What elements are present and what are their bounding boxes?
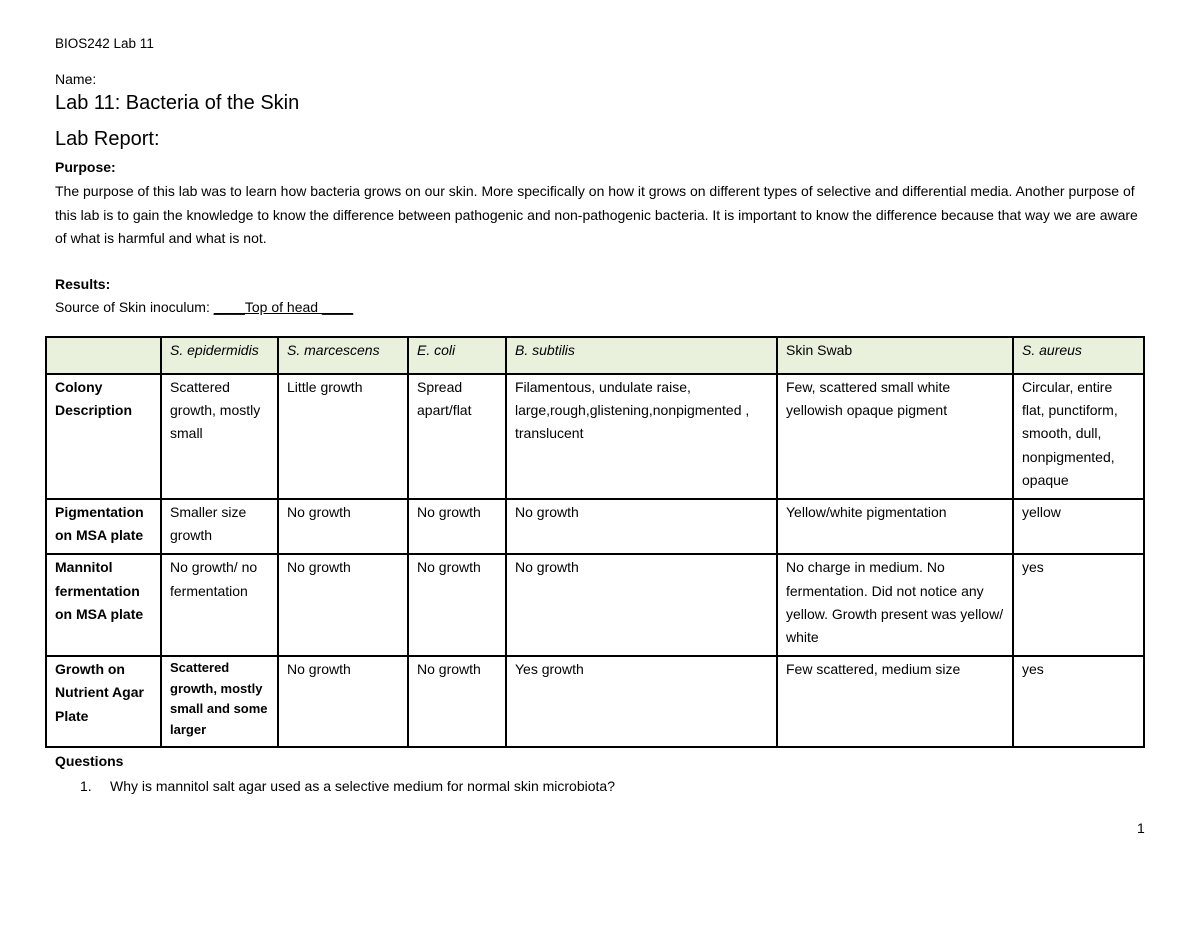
table-cell: No growth bbox=[408, 554, 506, 656]
table-cell: Little growth bbox=[278, 374, 408, 499]
table-row bbox=[46, 656, 1144, 747]
table-cell: Yes growth bbox=[506, 656, 777, 747]
table-cell: Few scattered, medium size bbox=[777, 656, 1013, 747]
name-label: Name: bbox=[55, 71, 97, 87]
table-header-row bbox=[46, 337, 1144, 374]
source-label: Source of Skin inoculum: bbox=[55, 299, 214, 315]
table-cell: No growth bbox=[408, 656, 506, 747]
question-number: 1. bbox=[80, 778, 92, 794]
table-row bbox=[46, 374, 1144, 499]
table-cell: yellow bbox=[1013, 499, 1144, 554]
table-cell: Few, scattered small white yellowish opaque pigment bbox=[777, 374, 1013, 499]
row-header-cell: Pigmentation on MSA plate bbox=[46, 499, 161, 554]
question-text: Why is mannitol salt agar used as a selective medium for normal skin microbiota? bbox=[110, 778, 615, 794]
table-cell: No growth bbox=[408, 499, 506, 554]
table-header-cell: B. subtilis bbox=[506, 337, 777, 374]
table-header-cell: S. aureus bbox=[1013, 337, 1144, 374]
page-title: Lab 11: Bacteria of the Skin bbox=[55, 92, 300, 114]
page-number: 1 bbox=[1137, 820, 1145, 836]
row-header-cell: Mannitol fermentation on MSA plate bbox=[46, 554, 161, 656]
results-table bbox=[45, 336, 1145, 748]
table-cell: No growth bbox=[506, 554, 777, 656]
table-cell: yes bbox=[1013, 554, 1144, 656]
table-cell: No growth/ no fermentation bbox=[161, 554, 278, 656]
purpose-heading: Purpose: bbox=[55, 159, 116, 175]
table-cell: No growth bbox=[506, 499, 777, 554]
question-item bbox=[80, 778, 615, 794]
table-header-cell: Skin Swab bbox=[777, 337, 1013, 374]
table-cell: No growth bbox=[278, 656, 408, 747]
results-heading: Results: bbox=[55, 276, 111, 292]
table-cell: No growth bbox=[278, 499, 408, 554]
row-header-cell: Colony Description bbox=[46, 374, 161, 499]
table-cell: No growth bbox=[278, 554, 408, 656]
table-cell: Smaller size growth bbox=[161, 499, 278, 554]
table-header-cell bbox=[46, 337, 161, 374]
source-value: ____Top of head ____ bbox=[213, 299, 354, 315]
page-subtitle: Lab Report: bbox=[55, 128, 160, 150]
table-header-cell: S. epidermidis bbox=[161, 337, 278, 374]
table-cell: No charge in medium. No fermentation. Did not notice any yellow. Growth present was yellow/ white bbox=[777, 554, 1013, 656]
table-cell: Scattered growth, mostly small bbox=[161, 374, 278, 499]
row-header-cell: Growth on Nutrient Agar Plate bbox=[46, 656, 161, 747]
table-header-cell: E. coli bbox=[408, 337, 506, 374]
source-line bbox=[55, 299, 353, 315]
table-cell: Scattered growth, mostly small and some larger bbox=[161, 656, 278, 747]
table-row bbox=[46, 554, 1144, 656]
table-row bbox=[46, 499, 1144, 554]
table-cell: Filamentous, undulate raise, large,rough,glistening,nonpigmented , translucent bbox=[506, 374, 777, 499]
questions-heading: Questions bbox=[55, 753, 124, 769]
document-header: BIOS242 Lab 11 bbox=[55, 36, 154, 51]
table-cell: Yellow/white pigmentation bbox=[777, 499, 1013, 554]
table-header-cell: S. marcescens bbox=[278, 337, 408, 374]
table-cell: yes bbox=[1013, 656, 1144, 747]
table-cell: Circular, entire flat, punctiform, smooth, dull, nonpigmented, opaque bbox=[1013, 374, 1144, 499]
table-cell: Spread apart/flat bbox=[408, 374, 506, 499]
purpose-paragraph: The purpose of this lab was to learn how bacteria grows on our skin. More specifically on how it grows on different types of selective and differential media. Another purpose of this lab is to gain the knowledge to know the difference between pathogenic and non-pathogenic bacteria. It is important to know the difference because that way we are aware of what is harmful and what is not. bbox=[55, 183, 1138, 246]
